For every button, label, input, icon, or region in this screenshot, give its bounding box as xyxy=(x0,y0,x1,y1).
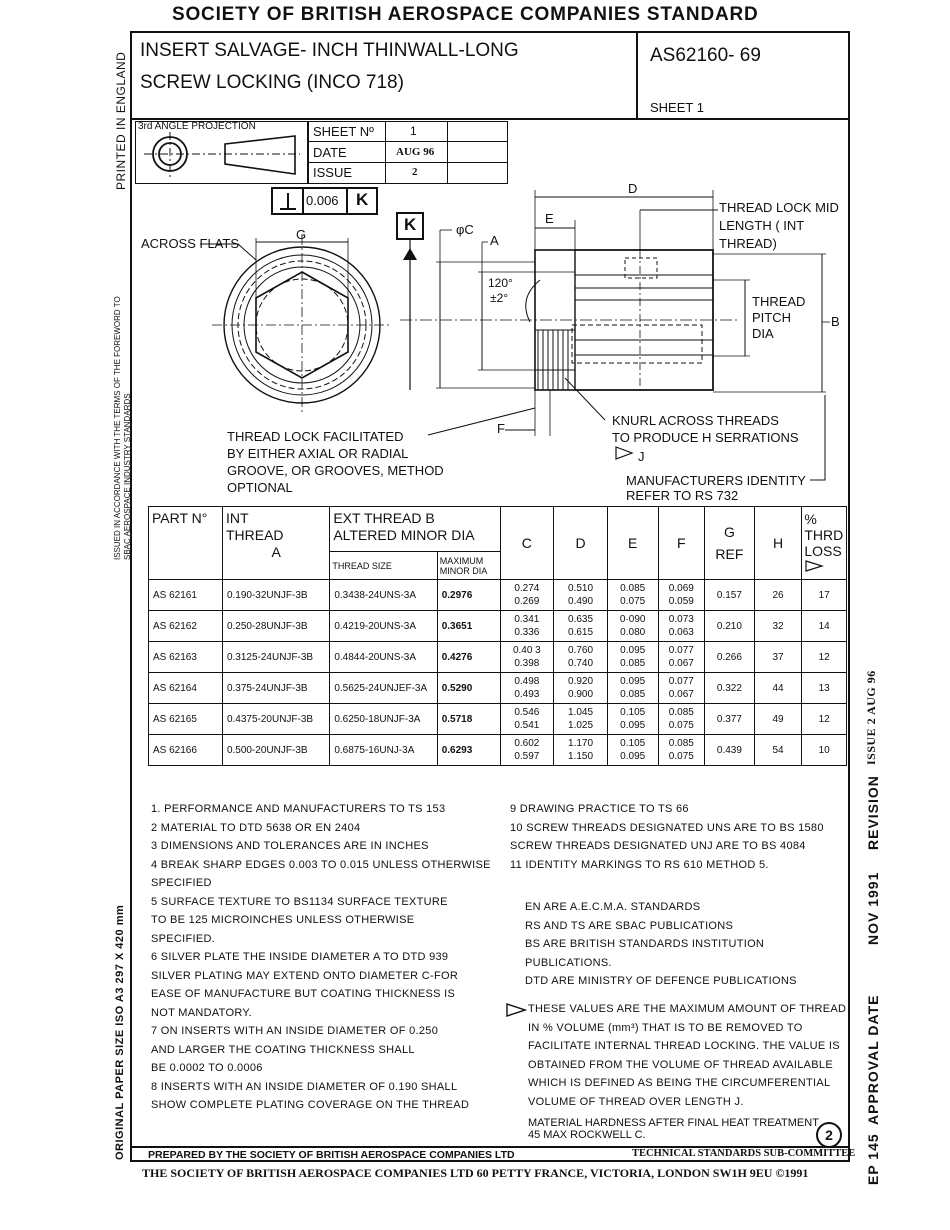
range-value: 0.085 xyxy=(620,658,646,669)
header-f: F xyxy=(658,507,705,580)
range-value: 0.336 xyxy=(514,627,540,638)
note-5: 5 SURFACE TEXTURE TO BS1134 SURFACE TEXTURE xyxy=(151,895,448,908)
range-value: 0.085 xyxy=(620,583,646,594)
flag-note-2: IN % VOLUME (mm³) THAT IS TO BE REMOVED TO xyxy=(528,1021,803,1034)
note-9: 9 DRAWING PRACTICE TO TS 66 xyxy=(510,803,689,815)
range-value: 0.740 xyxy=(568,658,594,669)
table-cell: 0.4276 xyxy=(437,642,500,673)
thread-lock-mid-2: LENGTH ( INT xyxy=(719,218,805,233)
knurl-note-1: KNURL ACROSS THREADS xyxy=(612,413,779,428)
table-cell: 0.250-28UNJF-3B xyxy=(222,611,329,642)
hardness-note-2: 45 MAX ROCKWELL C. xyxy=(528,1129,646,1141)
table-cell: 0.5718 xyxy=(437,704,500,735)
table-cell: AS 62162 xyxy=(149,611,223,642)
table-cell-range xyxy=(607,735,658,766)
table-cell-range xyxy=(607,704,658,735)
thread-pitch-2: PITCH xyxy=(752,310,791,325)
thread-pitch-3: DIA xyxy=(752,326,774,341)
manufacturers-note-2: REFER TO RS 732 xyxy=(626,488,739,503)
header-thrd-loss: % THRD LOSS xyxy=(802,507,847,580)
across-flats-label: ACROSS FLATS xyxy=(141,236,240,251)
table-cell: 49 xyxy=(754,704,802,735)
note-6-cont-1: SILVER PLATING MAY EXTEND ONTO DIAMETER C-FOR xyxy=(151,969,459,982)
date-label: DATE xyxy=(313,145,347,160)
title-line-2: SCREW LOCKING (INCO 718) xyxy=(140,72,404,93)
table-cell: 0.322 xyxy=(705,673,755,704)
sheet-info-rule-2 xyxy=(308,162,508,163)
dim-d-label: D xyxy=(628,181,638,196)
dim-g-label: G xyxy=(296,227,307,242)
range-value: 0.085 xyxy=(668,738,694,749)
projection-label: 3rd ANGLE PROJECTION xyxy=(138,121,256,132)
table-cell-range xyxy=(500,580,554,611)
range-value: 0.105 xyxy=(620,738,646,749)
table-row xyxy=(149,611,847,642)
address-line: THE SOCIETY OF BRITISH AEROSPACE COMPANIES LTD 60 PETTY FRANCE, VICTORIA, LONDON SW1H 9EU ©1991 xyxy=(142,1166,809,1180)
flag-note-6: VOLUME OF THREAD OVER LENGTH J. xyxy=(528,1095,744,1108)
range-value: 0.075 xyxy=(668,720,694,731)
table-cell: 44 xyxy=(754,673,802,704)
paper-size: ORIGINAL PAPER SIZE ISO A3 297 X 420 mm xyxy=(114,904,126,1160)
range-value: 0.398 xyxy=(514,658,540,669)
side-view xyxy=(400,250,740,390)
sheet-no-label: SHEET Nº xyxy=(313,124,374,139)
tolerance-value: 0.006 xyxy=(306,193,339,208)
flag-note-3: FACILITATE INTERNAL THREAD LOCKING. THE VALUE IS xyxy=(528,1040,840,1052)
table-cell: 0.3651 xyxy=(437,611,500,642)
range-value: 1.025 xyxy=(568,720,594,731)
notes-right xyxy=(510,800,824,874)
table-cell-range xyxy=(658,580,705,611)
table-cell: 26 xyxy=(754,580,802,611)
title-divider xyxy=(636,31,638,119)
pub-en: EN ARE A.E.C.M.A. STANDARDS xyxy=(525,901,701,913)
table-cell-range xyxy=(554,673,608,704)
range-value: 0.541 xyxy=(514,720,540,731)
table-cell-range xyxy=(658,611,705,642)
range-value: 0.920 xyxy=(568,676,594,687)
table-cell: 0.2976 xyxy=(437,580,500,611)
flag-note xyxy=(528,1000,846,1111)
table-cell-range xyxy=(554,580,608,611)
header-max-minor: MAXIMUM MINOR DIA xyxy=(437,552,500,580)
approval-date-value: NOV 1991 xyxy=(865,871,881,945)
table-cell-range xyxy=(554,611,608,642)
note-10: 10 SCREW THREADS DESIGNATED UNS ARE TO BS 1580 xyxy=(510,821,824,834)
manufacturers-note-1: MANUFACTURERS IDENTITY xyxy=(626,473,806,488)
dim-phi-c-label: φC xyxy=(456,222,474,237)
tolerance-datum: K xyxy=(356,190,369,209)
range-value: 0.493 xyxy=(514,689,540,700)
table-cell: 14 xyxy=(802,611,847,642)
revision-label: REVISION xyxy=(865,775,881,850)
table-cell: 0.4219-20UNS-3A xyxy=(330,611,437,642)
table-cell-range xyxy=(500,673,554,704)
issued-note-2: SBAC AEROSPACE INDUSTRY STANDARDS xyxy=(123,393,132,560)
table-cell-range xyxy=(554,642,608,673)
approval-date-label: APPROVAL DATE xyxy=(865,994,881,1125)
note-6-cont-2: EASE OF MANUFACTURE BUT COATING THICKNESS IS xyxy=(151,988,456,1000)
parts-table xyxy=(148,506,847,766)
revision-value: ISSUE 2 AUG 96 xyxy=(864,670,878,765)
table-cell-range xyxy=(500,704,554,735)
table-cell: AS 62166 xyxy=(149,735,223,766)
range-value: 1.045 xyxy=(568,707,594,718)
table-cell: 0.5290 xyxy=(437,673,500,704)
circled-number: 2 xyxy=(816,1122,842,1148)
table-cell: 12 xyxy=(802,642,847,673)
table-cell: 0.3438-24UNS-3A xyxy=(330,580,437,611)
table-row xyxy=(149,704,847,735)
table-cell: AS 62161 xyxy=(149,580,223,611)
note-7: 7 ON INSERTS WITH AN INSIDE DIAMETER OF 0.250 xyxy=(151,1025,439,1037)
dim-f-label: F xyxy=(497,421,505,436)
title-bottom-rule xyxy=(130,118,850,120)
range-value: 0.274 xyxy=(514,583,540,594)
table-cell: 37 xyxy=(754,642,802,673)
range-value: 0.760 xyxy=(568,645,594,656)
table-cell: 0.439 xyxy=(705,735,755,766)
range-value: 0.597 xyxy=(514,751,540,762)
range-value: 0.077 xyxy=(668,645,694,656)
range-value: 0·090 xyxy=(619,614,646,625)
note-10-cont: SCREW THREADS DESIGNATED UNJ ARE TO BS 4084 xyxy=(510,840,806,852)
pub-dtd: DTD ARE MINISTRY OF DEFENCE PUBLICATIONS xyxy=(525,975,797,987)
note-8: 8 INSERTS WITH AN INSIDE DIAMETER OF 0.190 SHALL xyxy=(151,1080,458,1093)
table-cell: 13 xyxy=(802,673,847,704)
note-7-cont-2: BE 0.0002 TO 0.0006 xyxy=(151,1062,263,1074)
note-11: 11 IDENTITY MARKINGS TO RS 610 METHOD 5. xyxy=(510,858,769,871)
hardness-note-1: MATERIAL HARDNESS AFTER FINAL HEAT TREATMENT xyxy=(528,1117,819,1129)
note-8-cont: SHOW COMPLETE PLATING COVERAGE ON THE THREAD xyxy=(151,1099,470,1111)
notes-left xyxy=(151,800,491,1115)
range-value: 0.067 xyxy=(668,658,694,669)
issue-value: 2 xyxy=(412,166,418,178)
range-value: 0.067 xyxy=(668,689,694,700)
datum-k-label: K xyxy=(404,215,417,234)
society-standard-heading: SOCIETY OF BRITISH AEROSPACE COMPANIES STANDARD xyxy=(172,4,759,25)
table-cell: 0.4375-20UNJF-3B xyxy=(222,704,329,735)
table-cell-range xyxy=(607,642,658,673)
range-value: 0.510 xyxy=(568,583,594,594)
note-7-cont-1: AND LARGER THE COATING THICKNESS SHALL xyxy=(151,1043,415,1056)
header-ext-thread: EXT THREAD B ALTERED MINOR DIA xyxy=(330,507,500,552)
range-value: 0.490 xyxy=(568,596,594,607)
table-cell-range xyxy=(554,735,608,766)
note-3: 3 DIMENSIONS AND TOLERANCES ARE IN INCHES xyxy=(151,840,429,852)
dim-e-label: E xyxy=(545,211,554,226)
note-5-cont-2: SPECIFIED. xyxy=(151,932,216,945)
range-value: 1.170 xyxy=(568,738,594,749)
range-value: 0.075 xyxy=(668,751,694,762)
range-value: 0.095 xyxy=(620,720,646,731)
thread-lock-note-1: THREAD LOCK FACILITATED xyxy=(227,429,404,444)
table-cell: 17 xyxy=(802,580,847,611)
thread-lock-note-4: OPTIONAL xyxy=(227,480,293,495)
dim-b-label: B xyxy=(831,314,840,329)
thread-pitch-1: THREAD xyxy=(752,294,806,309)
table-cell-range xyxy=(658,735,705,766)
standard-number: AS62160- 69 xyxy=(650,45,761,66)
header-c: C xyxy=(500,507,554,580)
table-cell: 12 xyxy=(802,704,847,735)
range-value: 0.063 xyxy=(668,627,694,638)
table-cell-range xyxy=(607,673,658,704)
table-cell: 10 xyxy=(802,735,847,766)
sheet-label: SHEET 1 xyxy=(650,100,704,115)
range-value: 0.635 xyxy=(568,614,594,625)
dim-a-label: A xyxy=(490,233,499,248)
publication-notes xyxy=(525,898,797,991)
note-6: 6 SILVER PLATE THE INSIDE DIAMETER A TO DTD 939 xyxy=(151,951,449,963)
range-value: 0.095 xyxy=(620,751,646,762)
prepared-by: PREPARED BY THE SOCIETY OF BRITISH AEROSPACE COMPANIES LTD xyxy=(148,1149,515,1161)
table-cell: AS 62163 xyxy=(149,642,223,673)
table-cell: 0.6293 xyxy=(437,735,500,766)
thread-lock-mid-1: THREAD LOCK MID xyxy=(719,200,839,215)
range-value: 0.602 xyxy=(514,738,540,749)
range-value: 0.095 xyxy=(620,676,646,687)
table-cell-range xyxy=(554,704,608,735)
note-4: 4 BREAK SHARP EDGES 0.003 TO 0.015 UNLESS OTHERWISE xyxy=(151,858,491,871)
range-value: 0.085 xyxy=(620,689,646,700)
note-2: 2 MATERIAL TO DTD 5638 OR EN 2404 xyxy=(151,821,361,834)
range-value: 1.150 xyxy=(568,751,594,762)
angle-tolerance: ±2° xyxy=(490,291,509,305)
ep-number: EP 145 xyxy=(865,1133,881,1185)
committee: TECHNICAL STANDARDS SUB-COMMITTEE xyxy=(632,1148,856,1159)
header-e: E xyxy=(607,507,658,580)
date-value: AUG 96 xyxy=(396,146,435,158)
header-int-thread: INT THREAD A xyxy=(222,507,329,580)
issued-note-1: ISSUED IN ACCORDANCE WITH THE TERMS OF THE FOREWORD TO xyxy=(113,296,122,560)
range-value: 0.095 xyxy=(620,645,646,656)
table-row xyxy=(149,673,847,704)
table-row xyxy=(149,580,847,611)
table-cell: 0.4844-20UNS-3A xyxy=(330,642,437,673)
table-cell-range xyxy=(500,642,554,673)
table-cell-range xyxy=(500,735,554,766)
note-5-cont-1: TO BE 125 MICROINCHES UNLESS OTHERWISE xyxy=(151,914,415,926)
range-value: 0.498 xyxy=(514,676,540,687)
header-h: H xyxy=(754,507,802,580)
header-d: D xyxy=(554,507,608,580)
range-value: 0.341 xyxy=(514,614,540,625)
range-value: 0.105 xyxy=(620,707,646,718)
flag-note-icon xyxy=(505,1003,527,1017)
issue-label: ISSUE xyxy=(313,165,353,180)
table-cell-range xyxy=(658,642,705,673)
range-value: 0.080 xyxy=(620,627,646,638)
range-value: 0.615 xyxy=(568,627,594,638)
table-cell: 0.6250-18UNJF-3A xyxy=(330,704,437,735)
header-g: G REF xyxy=(705,507,755,580)
table-cell-range xyxy=(607,611,658,642)
table-row xyxy=(149,735,847,766)
range-value: 0.075 xyxy=(620,596,646,607)
table-cell: 54 xyxy=(754,735,802,766)
knurl-note-2: TO PRODUCE H SERRATIONS xyxy=(612,430,799,445)
printed-in-england: PRINTED IN ENGLAND xyxy=(114,51,128,190)
pub-bs-cont: PUBLICATIONS. xyxy=(525,956,612,969)
angle-value: 120° xyxy=(488,276,513,290)
note-4-cont: SPECIFIED xyxy=(151,877,212,889)
table-cell: 0.6875-16UNJ-3A xyxy=(330,735,437,766)
flag-note-5: WHICH IS DEFINED AS BEING THE CIRCUMFERENTIAL xyxy=(528,1077,831,1089)
range-value: 0.085 xyxy=(668,707,694,718)
header-thread-size: THREAD SIZE xyxy=(330,552,437,580)
pub-bs: BS ARE BRITISH STANDARDS INSTITUTION xyxy=(525,938,765,950)
table-cell: 0.500-20UNJF-3B xyxy=(222,735,329,766)
range-value: 0.059 xyxy=(668,596,694,607)
projection-symbol xyxy=(140,132,305,182)
sheet-info-col-1 xyxy=(385,121,386,184)
range-value: 0.900 xyxy=(568,689,594,700)
table-cell: 0.377 xyxy=(705,704,755,735)
range-value: 0.073 xyxy=(668,614,694,625)
note-6-cont-3: NOT MANDATORY. xyxy=(151,1006,252,1019)
table-cell: 0.3125-24UNJF-3B xyxy=(222,642,329,673)
sheet-no-value: 1 xyxy=(410,124,417,138)
table-cell: 0.157 xyxy=(705,580,755,611)
range-value: 0.077 xyxy=(668,676,694,687)
table-cell-range xyxy=(658,673,705,704)
table-cell: AS 62165 xyxy=(149,704,223,735)
note-1: 1. PERFORMANCE AND MANUFACTURERS TO TS 153 xyxy=(151,803,446,815)
table-cell: 0.5625-24UNJEF-3A xyxy=(330,673,437,704)
table-cell: AS 62164 xyxy=(149,673,223,704)
sheet-info-col-2 xyxy=(447,121,448,184)
sheet-info-rule-1 xyxy=(308,141,508,142)
knurl-j: J xyxy=(638,449,645,464)
table-cell-range xyxy=(607,580,658,611)
table-cell: 32 xyxy=(754,611,802,642)
thread-lock-mid-3: THREAD) xyxy=(719,236,777,251)
flag-note-4: OBTAINED FROM THE VOLUME OF THREAD AVAILABLE xyxy=(528,1058,833,1071)
range-value: 0.269 xyxy=(514,596,540,607)
title-line-1: INSERT SALVAGE- INCH THINWALL-LONG xyxy=(140,40,519,61)
range-value: 0.40 3 xyxy=(512,645,541,656)
table-cell: 0.210 xyxy=(705,611,755,642)
table-cell: 0.266 xyxy=(705,642,755,673)
flag-icon xyxy=(804,560,824,572)
end-view xyxy=(212,235,392,415)
table-cell-range xyxy=(658,704,705,735)
table-cell: 0.375-24UNJF-3B xyxy=(222,673,329,704)
range-value: 0.546 xyxy=(514,707,540,718)
table-row xyxy=(149,642,847,673)
table-cell: 0.190-32UNJF-3B xyxy=(222,580,329,611)
thread-lock-note-3: GROOVE, OR GROOVES, METHOD xyxy=(227,463,444,478)
thread-lock-note-2: BY EITHER AXIAL OR RADIAL xyxy=(227,446,409,461)
flag-note-1: THESE VALUES ARE THE MAXIMUM AMOUNT OF THREAD xyxy=(528,1003,847,1015)
table-cell-range xyxy=(500,611,554,642)
header-part-no: PART N° xyxy=(149,507,223,580)
pub-rs-ts: RS AND TS ARE SBAC PUBLICATIONS xyxy=(525,919,734,932)
range-value: 0.069 xyxy=(668,583,694,594)
